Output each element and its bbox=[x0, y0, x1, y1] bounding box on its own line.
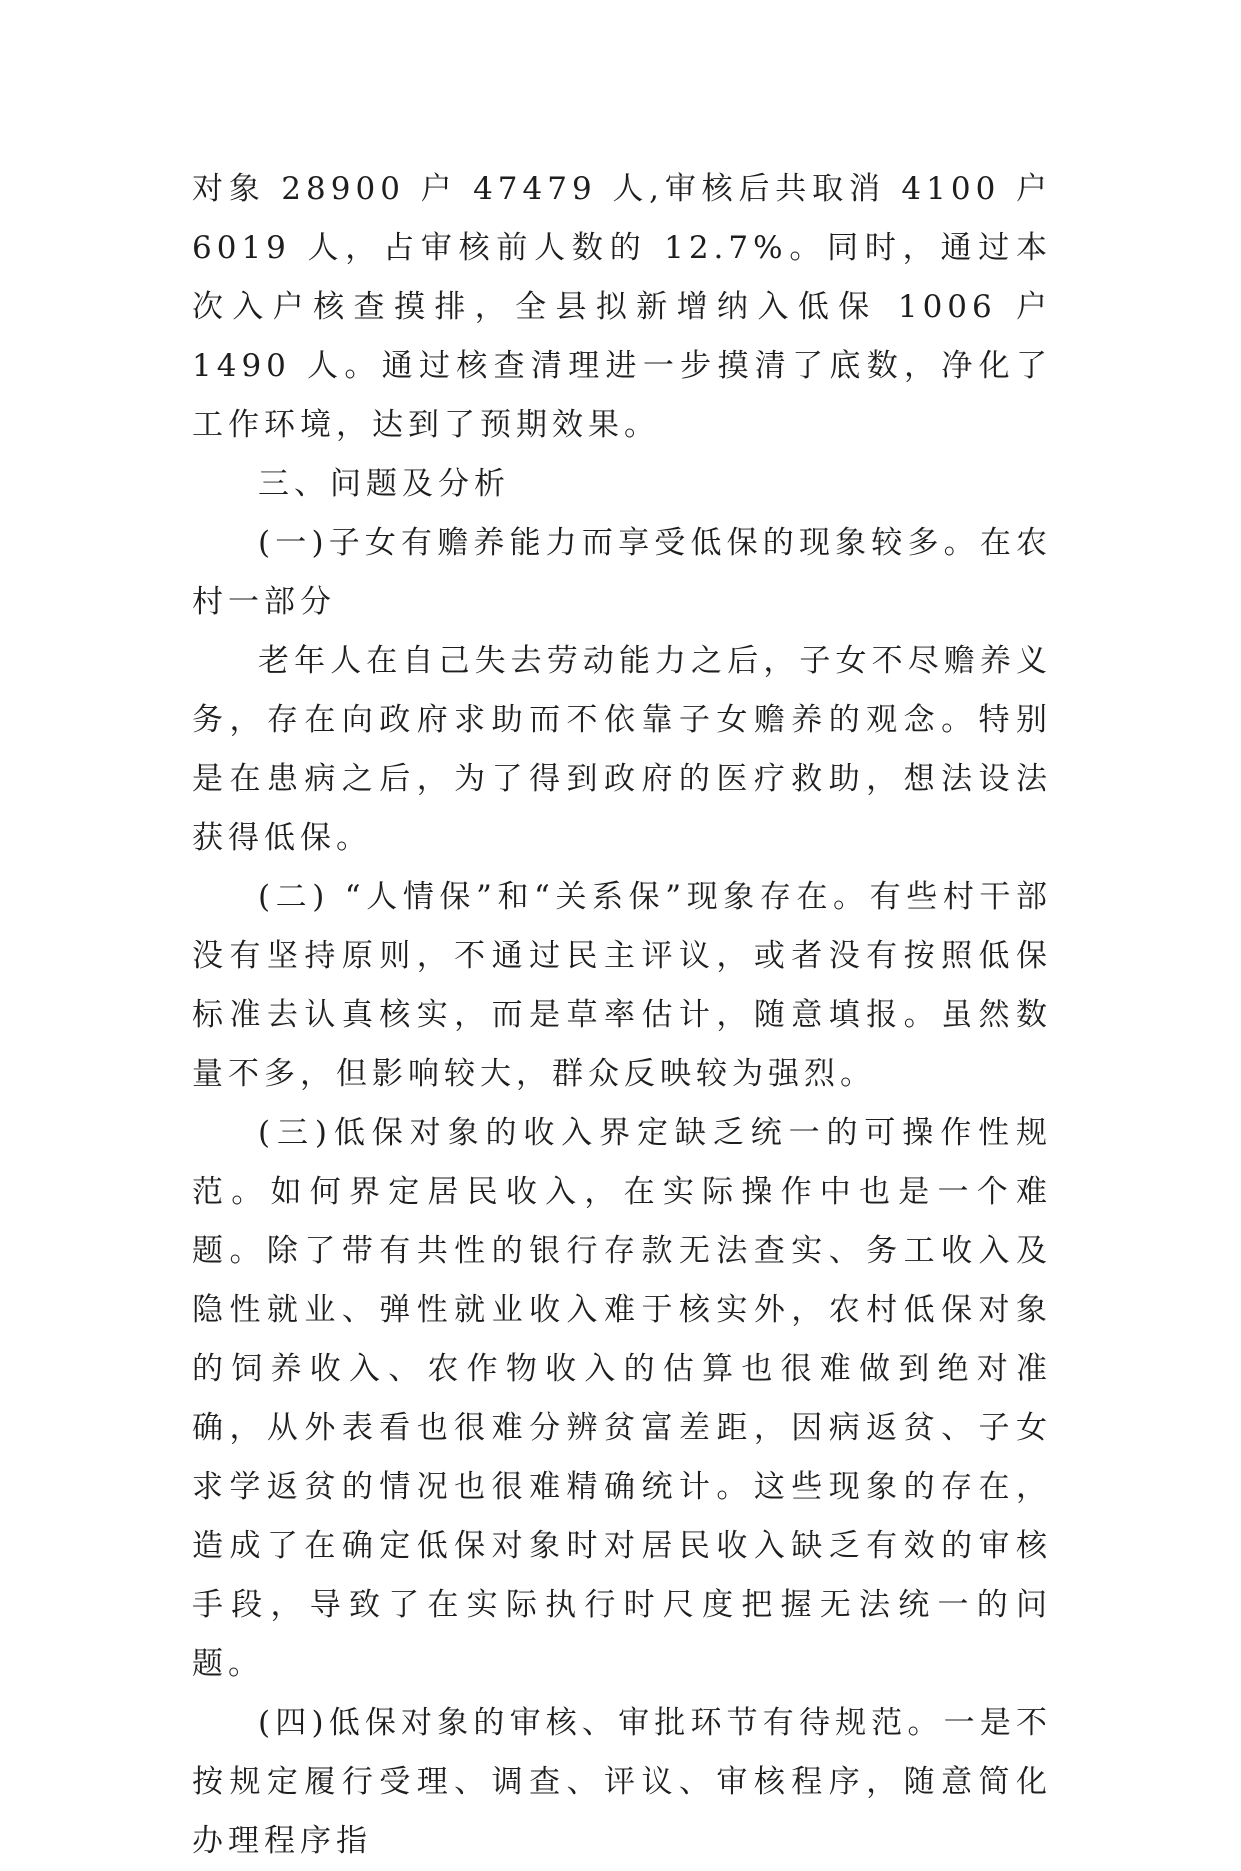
paragraph-continued: 对象 28900 户 47479 人,审核后共取消 4100 户 6019 人，占审核前人数的 12.7%。同时，通过本次入户核查摸排，全县拟新增纳入低保 1006 户 1490 人。通过核查清理进一步摸清了底数，净化了工作环境，达到了预期效果。 bbox=[192, 171, 1052, 443]
paragraph-issue-3: (三)低保对象的收入界定缺乏统一的可操作性规范。如何界定居民收入，在实际操作中也是一个难题。除了带有共性的银行存款无法查实、务工收入及隐性就业、弹性就业收入难于核实外，农村低保对象的饲养收入、农作物收入的估算也很难做到绝对准确，从外表看也很难分辨贫富差距，因病返贫、子女求学返贫的情况也很难精确统计。这些现象的存在，造成了在确定低保对象时对居民收入缺乏有效的审核手段，导致了在实际执行时尺度把握无法统一的问题。 bbox=[192, 1115, 1052, 1682]
paragraph-issue-2: (二) “人情保”和“关系保”现象存在。有些村干部没有坚持原则，不通过民主评议，或者没有按照低保标准去认真核实，而是草率估计，随意填报。虽然数量不多，但影响较大，群众反映较为强烈。 bbox=[192, 879, 1052, 1092]
paragraph-issue-1: (一)子女有赡养能力而享受低保的现象较多。在农村一部分 bbox=[192, 525, 1052, 620]
paragraph-issue-1-detail: 老年人在自己失去劳动能力之后，子女不尽赡养义务，存在向政府求助而不依靠子女赡养的观念。特别是在患病之后，为了得到政府的医疗救助，想法设法获得低保。 bbox=[192, 643, 1052, 856]
paragraph-issue-4: (四)低保对象的审核、审批环节有待规范。一是不按规定履行受理、调查、评议、审核程序，随意简化办理程序指 bbox=[192, 1705, 1052, 1859]
section-heading: 三、问题及分析 bbox=[258, 466, 510, 502]
document-body bbox=[192, 160, 1052, 1871]
